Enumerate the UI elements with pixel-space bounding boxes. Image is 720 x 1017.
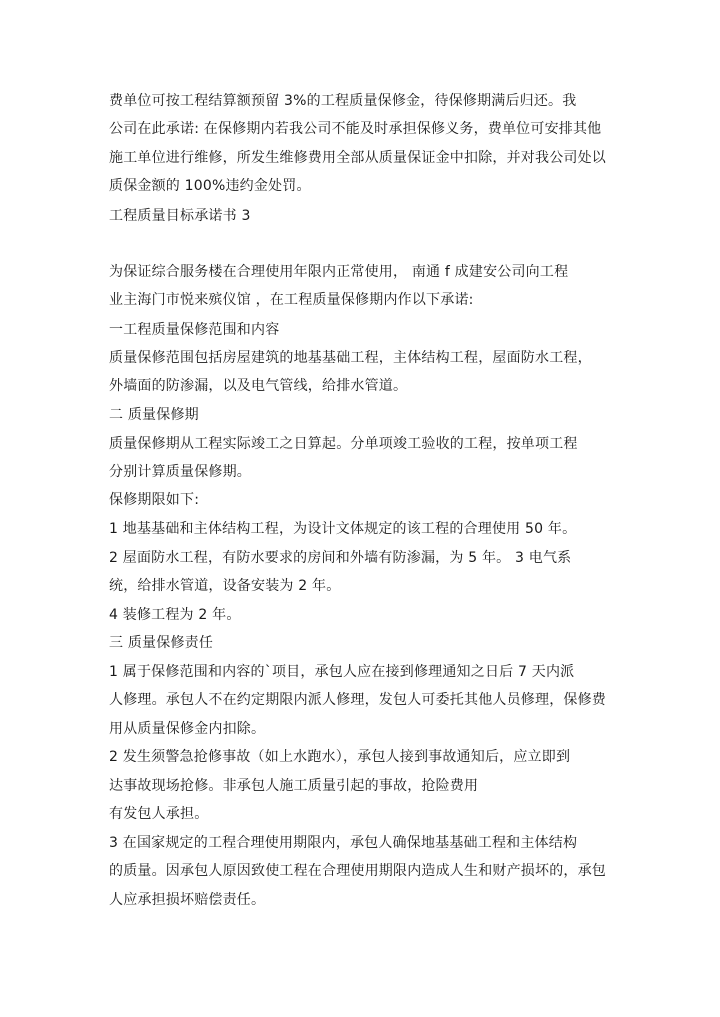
list-item: 2 屋面防水工程，有防水要求的房间和外墙有防渗漏，为 5 年。 3 电气系	[109, 550, 572, 566]
text-line: 人修理。承包人不在约定期限内派人修理，发包人可委托其他人员修理，保修费	[109, 692, 606, 708]
text-line: 质量保修范围包括房屋建筑的地基基础工程，主体结构工程，屋面防水工程，	[109, 350, 592, 366]
list-item: 1 属于保修范围和内容的`项目，承包人应在接到修理通知之日后 7 天内派	[109, 664, 575, 680]
text-line: 用从质量保修金内扣除。	[109, 721, 266, 737]
list-item: 3 在国家规定的工程合理使用期限内，承包人确保地基基础工程和主体结构	[109, 835, 578, 851]
list-item: 4 装修工程为 2 年。	[109, 607, 241, 623]
text-line: 外墙面的防渗漏，以及电气管线，给排水管道。	[109, 378, 408, 394]
text-line: 公司在此承诺: 在保修期内若我公司不能及时承担保修义务，费单位可安排其他	[109, 121, 602, 137]
subsection-heading: 一工程质量保修范围和内容	[109, 322, 280, 338]
list-item: 统，给排水管道，设备安装为 2 年。	[109, 578, 341, 594]
text-line: 达事故现场抢修。非承包人施工质量引起的事故，抢险费用	[109, 778, 479, 794]
text-line: 质量保修期从工程实际竣工之日算起。分单项竣工验收的工程，按单项工程	[109, 436, 578, 452]
text-line: 人应承担损坏赔偿责任。	[109, 892, 266, 908]
text-line: 质保金额的 100%违约金处罚。	[109, 178, 311, 194]
text-line: 业主海门市悦来殡仪馆 ，在工程质量保修期内作以下承诺:	[109, 292, 474, 308]
text-line: 有发包人承担。	[109, 806, 209, 822]
text-line: 分别计算质量保修期。	[109, 464, 251, 480]
section-heading: 工程质量目标承诺书 3	[109, 208, 251, 224]
text-line: 的质量。因承包人原因致使工程在合理使用期限内造成人生和财产损坏的，承包	[109, 863, 606, 879]
text-line: 为保证综合服务楼在合理使用年限内正常使用， 南通 f 成建安公司向工程	[109, 264, 569, 280]
subsection-heading: 二 质量保修期	[109, 407, 199, 423]
text-line: 费单位可按工程结算额预留 3%的工程质量保修金，待保修期满后归还。我	[109, 93, 577, 109]
list-item: 1 地基基础和主体结构工程，为设计文体规定的该工程的合理使用 50 年。	[109, 521, 577, 537]
text-line: 保修期限如下:	[109, 492, 200, 508]
text-line: 施工单位进行维修，所发生维修费用全部从质量保证金中扣除，并对我公司处以	[109, 150, 606, 166]
list-item: 2 发生须警急抢修事故（如上水跑水），承包人接到事故通知后，应立即到	[109, 749, 571, 765]
subsection-heading: 三 质量保修责任	[109, 635, 214, 651]
